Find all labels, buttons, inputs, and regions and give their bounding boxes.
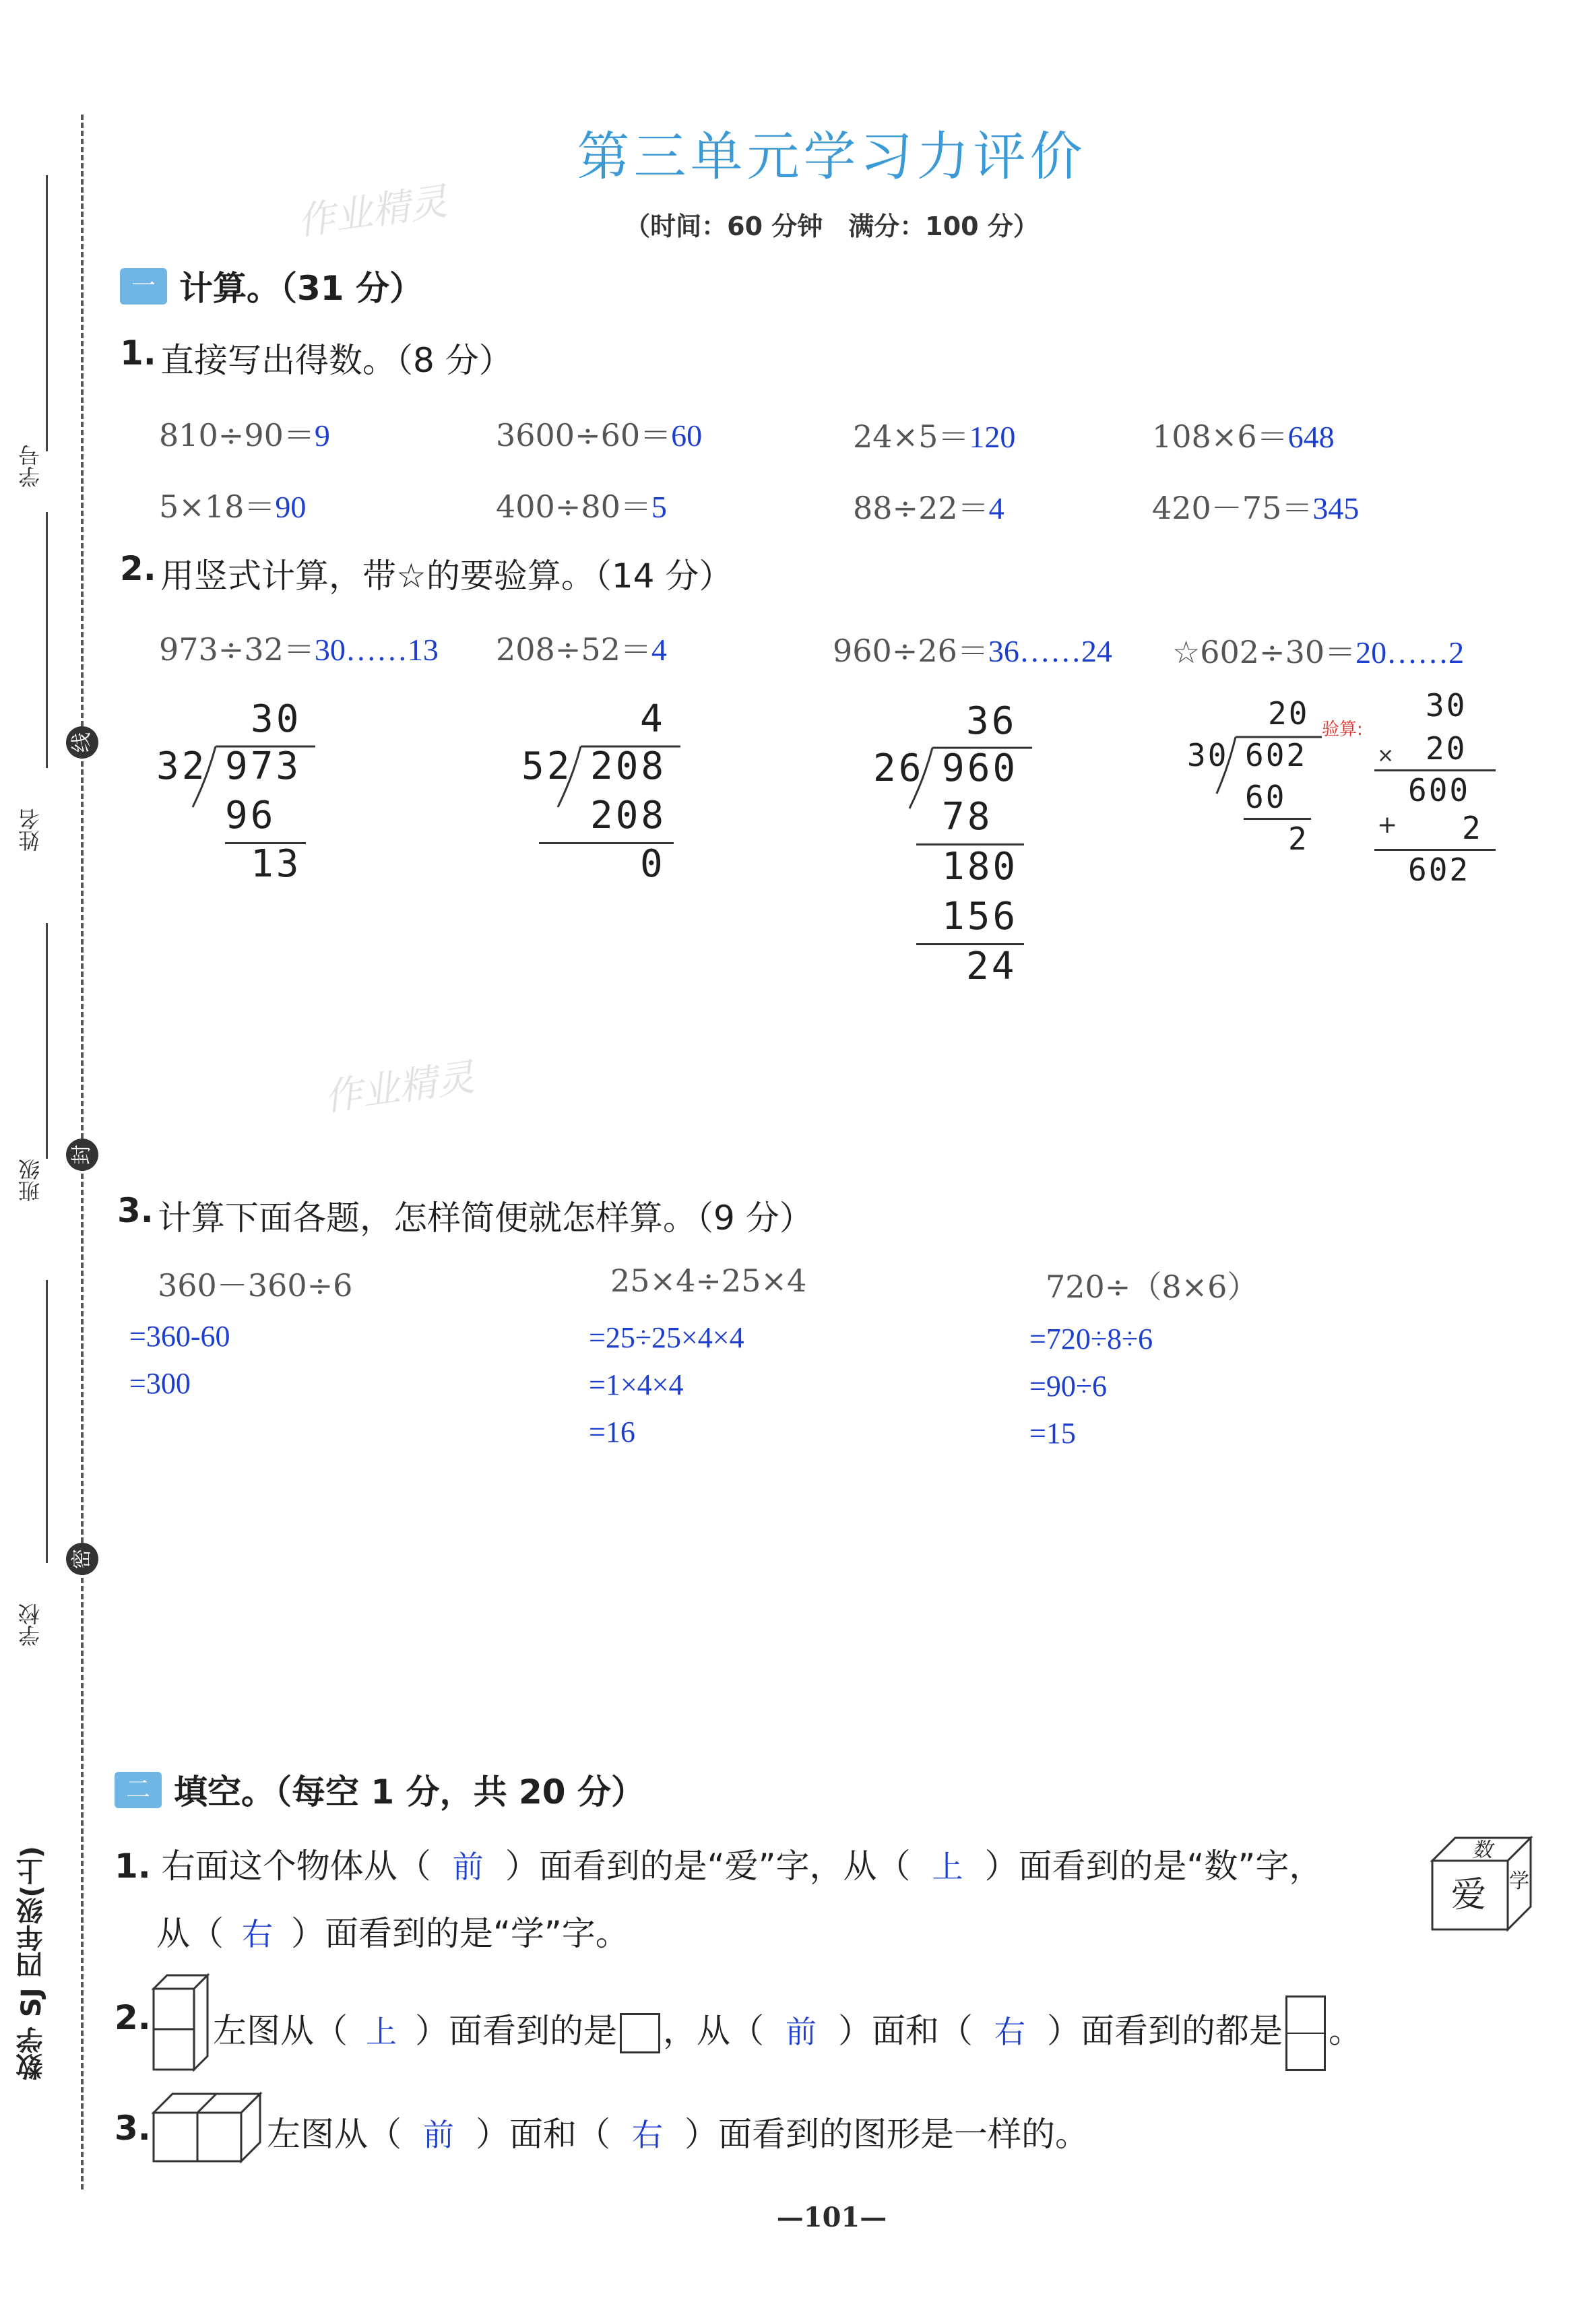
div3-line2: 180	[942, 845, 1019, 889]
div3-line4: 24	[966, 945, 1017, 988]
section2-title: 填空。（每空 1 分，共 20 分）	[174, 1772, 645, 1812]
q2-item1	[159, 625, 439, 670]
q1-row1-item3	[853, 412, 1015, 457]
q1-label: 1.	[120, 333, 156, 373]
seal-circle-secret: 密	[66, 1543, 98, 1575]
s2-q2-a1: 上	[366, 2014, 397, 2049]
q2-text: 用竖式计算，带☆的要验算。（14 分）	[160, 556, 733, 596]
div3-quotient: 36	[966, 699, 1017, 743]
q2-answer: 4	[651, 633, 667, 667]
s2-q1-a2: 上	[932, 1850, 963, 1884]
square-shape	[620, 2013, 660, 2053]
q2-answer: 20……2	[1355, 635, 1465, 670]
div4-line1: 60	[1245, 779, 1287, 815]
s2-q1-t5: ）面看到的是“学”字。	[291, 1914, 629, 1953]
stacked-rect-shape	[1285, 1995, 1326, 2071]
div2-divisor: 52	[521, 744, 573, 788]
q3-p2-step3: =16	[589, 1415, 635, 1448]
s2-q3-label: 3.	[115, 2109, 151, 2148]
q2-label: 2.	[120, 549, 156, 588]
student-id-label: 学号	[18, 445, 43, 488]
div1-divisor: 32	[156, 744, 208, 788]
q3-problem1: 360－360÷6	[158, 1267, 353, 1304]
q2-expr: 960÷26＝	[833, 633, 988, 669]
q1-expr: 810÷90＝	[159, 417, 315, 453]
section1-badge	[120, 268, 167, 305]
q1-row1-item1	[159, 411, 330, 455]
s2-q1-a1: 前	[452, 1850, 484, 1884]
div4-quotient: 20	[1268, 695, 1310, 732]
div1-dividend: 973	[225, 744, 302, 788]
q1-expr: 5×18＝	[159, 488, 276, 525]
div3-divisor: 26	[873, 746, 924, 790]
q3-label: 3.	[117, 1191, 154, 1230]
s2-q2-a3: 右	[994, 2014, 1025, 2049]
s2-q2-t5: ）面看到的都是	[1047, 2011, 1283, 2051]
cube-top-char: 数	[1472, 1839, 1492, 1862]
q3-problem2: 25×4÷25×4	[610, 1263, 807, 1299]
q3-p2-step2: =1×4×4	[589, 1368, 684, 1401]
s2-q2-t2: ）面看到的是	[415, 2011, 617, 2051]
book-label: 数学 SJ 四年级(上)	[16, 1846, 47, 2081]
name-line	[46, 512, 48, 768]
q1-row2-item4	[1152, 484, 1359, 528]
s2-q2-a2: 前	[786, 2014, 817, 2049]
check-rule2	[1374, 849, 1496, 851]
s2-q3-t2: ）面和（	[476, 2115, 610, 2154]
q1-expr: 108×6＝	[1152, 418, 1288, 455]
q1-expr: 88÷22＝	[853, 490, 989, 526]
class-line	[46, 923, 48, 1159]
q2-expr: 208÷52＝	[496, 631, 651, 668]
check-e: 602	[1408, 852, 1471, 888]
q1-answer: 345	[1312, 491, 1360, 525]
section2-badge-text: 二	[125, 1776, 150, 1803]
s2-q2-t3: ，从（	[663, 2011, 764, 2051]
class-label: 班级	[18, 1159, 43, 1202]
stacked-cubes-figure	[151, 1973, 212, 2074]
side-by-side-cubes-figure	[151, 2091, 265, 2165]
check-d: 2	[1462, 810, 1483, 846]
div4-dividend: 602	[1245, 737, 1308, 773]
s2-q3-t1: 左图从（	[267, 2115, 402, 2154]
watermark-2: 作业精灵	[321, 1055, 478, 1120]
q2-answer: 30……13	[314, 633, 439, 667]
q1-answer: 4	[988, 491, 1004, 525]
check-a: 30	[1426, 687, 1467, 724]
q1-row2-item2	[496, 482, 667, 527]
div1-line1: 96	[225, 794, 276, 837]
s2-q3-line	[267, 2107, 1089, 2156]
school-label: 学校	[18, 1603, 43, 1647]
school-line	[46, 1280, 48, 1563]
q3-problem3: 720÷（8×6）	[1046, 1269, 1258, 1305]
s2-q2-t6: 。	[1329, 2011, 1362, 2051]
q1-answer: 648	[1287, 420, 1335, 454]
s2-q1-t2: ）面看到的是“爱”字，从（	[505, 1847, 911, 1886]
check-b: 20	[1426, 730, 1467, 767]
div3-line3: 156	[942, 895, 1019, 938]
page-subtitle: （时间：60 分钟 满分：100 分）	[625, 212, 1039, 241]
q3-p3-step2: =90÷6	[1029, 1370, 1107, 1403]
s2-q1-label: 1.	[115, 1847, 151, 1886]
name-label: 姓名	[18, 808, 43, 852]
section2-badge	[115, 1772, 162, 1808]
q2-item4	[1172, 628, 1464, 672]
q2-expr: ☆602÷30＝	[1172, 634, 1356, 670]
q2-item2	[496, 625, 667, 670]
q1-answer: 90	[275, 490, 307, 524]
q1-row2-item3	[853, 484, 1004, 528]
div2-quotient: 4	[640, 697, 666, 741]
div3-line1: 78	[942, 795, 993, 839]
q2-expr: 973÷32＝	[159, 631, 315, 668]
div1-line2: 13	[251, 842, 302, 886]
s2-q2-t4: ）面和（	[838, 2011, 973, 2051]
q2-answer: 36……24	[988, 634, 1112, 668]
q3-p2-step1: =25÷25×4×4	[589, 1321, 744, 1354]
check-label: 验算:	[1322, 720, 1363, 740]
section1-title: 计算。（31 分）	[179, 269, 423, 308]
s2-q1-line1	[115, 1839, 1322, 1888]
q1-row1-item2	[496, 411, 702, 455]
watermark-1: 作业精灵	[294, 179, 451, 245]
div2-line1: 208	[590, 794, 667, 837]
q2-item3	[833, 627, 1112, 671]
page-number: —101—	[776, 2202, 887, 2233]
q3-p1-step1: =360-60	[129, 1320, 230, 1353]
s2-q3-a2: 右	[632, 2118, 663, 2152]
s2-q1-t1: 右面这个物体从（	[161, 1847, 431, 1886]
div3-dividend: 960	[942, 746, 1019, 790]
div2-dividend: 208	[590, 744, 667, 788]
div4-rule	[1244, 818, 1311, 820]
q1-row2-item1	[159, 482, 306, 527]
check-op2: +	[1377, 811, 1398, 839]
q3-p3-step3: =15	[1029, 1417, 1076, 1450]
s2-q1-a3: 右	[242, 1917, 273, 1952]
s2-q2-line	[213, 1995, 1362, 2071]
q1-expr: 3600÷60＝	[496, 417, 672, 453]
page-title: 第三单元学习力评价	[577, 127, 1087, 187]
seal-circle-line: 线	[66, 726, 98, 759]
q3-p1-step2: =300	[129, 1367, 191, 1400]
q1-expr: 400÷80＝	[496, 488, 651, 525]
check-op1: ×	[1377, 744, 1395, 767]
div4-line2: 2	[1288, 821, 1309, 857]
s2-q3-t3: ）面看到的图形是一样的。	[684, 2115, 1089, 2154]
q1-row1-item4	[1152, 412, 1335, 457]
check-c: 600	[1408, 772, 1471, 808]
s2-q3-a1: 前	[423, 2118, 454, 2152]
div4-divisor: 30	[1187, 737, 1229, 773]
q3-text: 计算下面各题，怎样简便就怎样算。（9 分）	[158, 1199, 813, 1238]
s2-q2-label: 2.	[115, 1998, 151, 2037]
s2-q1-t3: ）面看到的是“数”字，	[984, 1847, 1323, 1886]
q3-p3-step1: =720÷8÷6	[1029, 1322, 1153, 1355]
q1-answer: 60	[671, 418, 703, 453]
check-rule1	[1374, 769, 1496, 771]
section1-badge-text: 一	[131, 272, 156, 300]
q1-expr: 24×5＝	[853, 418, 969, 455]
s2-q1-line2	[156, 1907, 629, 1955]
q1-answer: 9	[314, 418, 330, 453]
q1-text: 直接写出得数。（8 分）	[160, 341, 513, 380]
seal-circle-seal: 封	[66, 1139, 98, 1171]
q1-answer: 5	[651, 490, 667, 524]
cube-front-char: 爱	[1450, 1875, 1487, 1915]
s2-q1-t4: 从（	[156, 1914, 224, 1953]
div2-line2: 0	[640, 842, 666, 886]
q1-answer: 120	[969, 420, 1016, 454]
s2-q2-t1: 左图从（	[213, 2011, 348, 2051]
q1-expr: 420－75＝	[1152, 490, 1313, 526]
cube-figure	[1428, 1831, 1536, 1939]
div1-quotient: 30	[251, 697, 302, 741]
cube-side-char: 学	[1509, 1870, 1529, 1893]
